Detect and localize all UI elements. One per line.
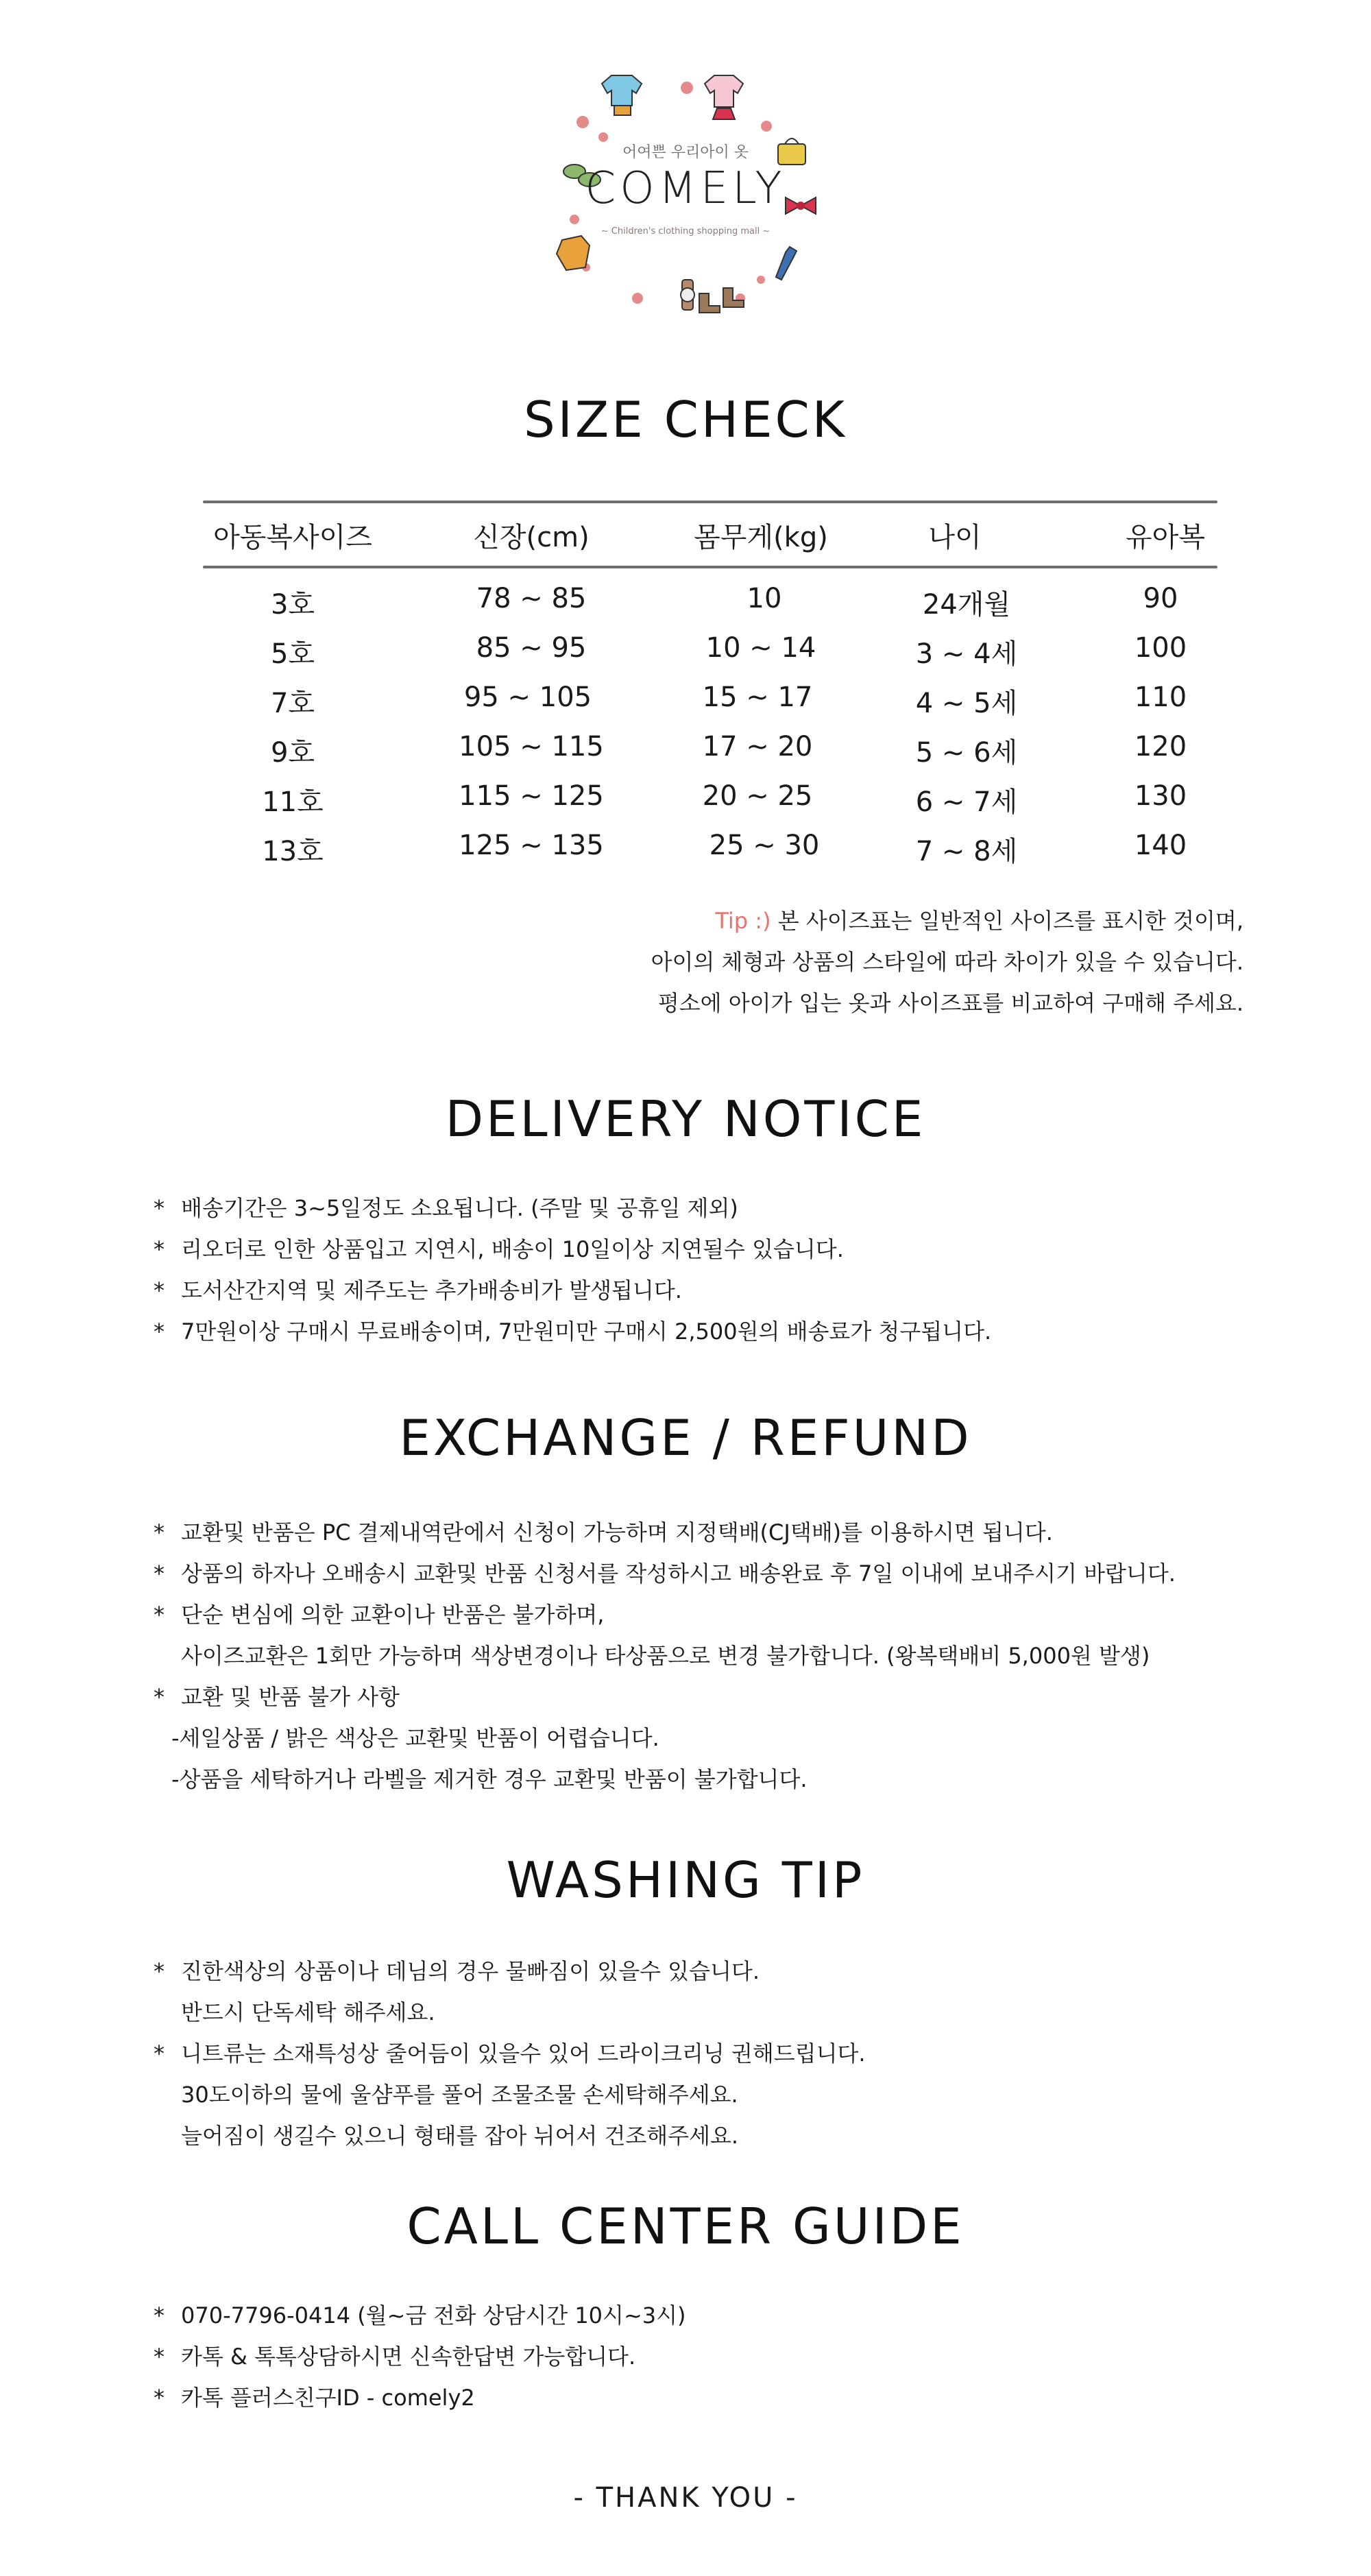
table-cell: 9호 [270, 737, 315, 769]
delivery-item: * 도서산간지역 및 제주도는 추가배송비가 발생됩니다. [154, 1277, 682, 1303]
table-cell: 5호 [270, 638, 315, 670]
table-header: 나이 [928, 522, 982, 553]
table-cell: 5 ~ 6세 [915, 737, 1018, 769]
table-cell: 140 [1134, 830, 1187, 861]
table-cell: 7호 [270, 688, 315, 719]
size-tip-line: 평소에 아이가 입는 옷과 사이즈표를 비교하여 구매해 주세요. [657, 990, 1243, 1016]
table-header: 신장(cm) [473, 522, 590, 553]
delivery-item: * 배송기간은 3~5일정도 소요됩니다. (주말 및 공휴일 제외) [154, 1195, 738, 1221]
logo-tagline: 어여쁜 우리아이 옷 [622, 144, 749, 161]
table-row [0, 731, 1371, 780]
thank-you-footer: - THANK YOU - [573, 2482, 798, 2514]
table-cell: 3호 [270, 589, 315, 621]
table-cell: 13호 [262, 836, 324, 867]
exchange-subitem: -상품을 세탁하거나 라벨을 제거한 경우 교환및 반품이 불가합니다. [171, 1766, 808, 1792]
table-cell: 11호 [262, 786, 324, 818]
table-cell: 115 ~ 125 [459, 780, 604, 812]
table-row [0, 830, 1371, 879]
washing-item: * 니트류는 소재특성상 줄어듬이 있을수 있어 드라이크리닝 권해드립니다. [154, 2041, 866, 2067]
table-cell: 25 ~ 30 [709, 830, 820, 861]
table-cell: 6 ~ 7세 [915, 786, 1018, 818]
table-cell: 17 ~ 20 [702, 731, 813, 762]
table-row [0, 682, 1371, 731]
table-cell: 110 [1134, 682, 1187, 713]
exchange-item-continued: 사이즈교환은 1회만 가능하며 색상변경이나 타상품으로 변경 불가합니다. (왕복택배비 5,000원 발생) [181, 1643, 1150, 1669]
exchange-title: EXCHANGE / REFUND [399, 1409, 972, 1467]
table-row [0, 632, 1371, 682]
delivery-title: DELIVERY NOTICE [445, 1090, 926, 1148]
table-cell: 4 ~ 5세 [915, 688, 1018, 719]
tie-icon [776, 247, 797, 280]
washing-item-continued: 반드시 단독세탁 해주세요. [181, 1999, 435, 2025]
table-cell: 100 [1134, 632, 1187, 664]
table-row [0, 780, 1371, 830]
table-cell: 125 ~ 135 [459, 830, 604, 861]
comely-logo [535, 62, 836, 336]
exchange-item: * 교환 및 반품 불가 사항 [154, 1684, 400, 1710]
delivery-item: * 7만원이상 구매시 무료배송이며, 7만원미만 구매시 2,500원의 배송료가 청구됩니다. [154, 1319, 992, 1345]
exchange-item: * 교환및 반품은 PC 결제내역란에서 신청이 가능하며 지정택배(CJ택배)를 이용하시면 됩니다. [154, 1519, 1053, 1545]
table-cell: 15 ~ 17 [702, 682, 813, 713]
size-check-title: SIZE CHECK [523, 391, 848, 448]
table-cell: 7 ~ 8세 [915, 836, 1018, 867]
call-center-item: * 카톡 & 톡톡상담하시면 신속한답변 가능합니다. [154, 2344, 636, 2370]
table-top-rule [203, 501, 1217, 503]
table-header-rule [203, 566, 1217, 568]
table-cell: 95 ~ 105 [463, 682, 592, 713]
table-cell: 10 ~ 14 [705, 632, 816, 664]
washing-item-continued: 30도이하의 물에 울샴푸를 풀어 조물조물 손세탁해주세요. [181, 2082, 738, 2108]
table-cell: 78 ~ 85 [476, 583, 587, 614]
table-header: 아동복사이즈 [213, 522, 372, 553]
exchange-item: * 상품의 하자나 오배송시 교환및 반품 신청서를 작성하시고 배송완료 후 7일 이내에 보내주시기 바랍니다. [154, 1561, 1176, 1587]
jacket-icon [557, 236, 590, 270]
table-cell: 24개월 [922, 589, 1011, 621]
logo-subtitle: ~ Children's clothing shopping mall ~ [600, 226, 771, 237]
table-cell: 3 ~ 4세 [915, 638, 1018, 670]
exchange-subitem: -세일상품 / 밝은 색상은 교환및 반품이 어렵습니다. [171, 1725, 659, 1751]
table-row [0, 583, 1371, 632]
table-cell: 10 [747, 583, 782, 614]
exchange-item: * 단순 변심에 의한 교환이나 반품은 불가하며, [154, 1602, 605, 1628]
table-cell: 130 [1134, 780, 1187, 812]
washing-item: * 진한색상의 상품이나 데님의 경우 물빠짐이 있을수 있습니다. [154, 1958, 760, 1984]
table-cell: 20 ~ 25 [702, 780, 813, 812]
blouse-icon [705, 75, 743, 119]
logo-wordmark: COMELY [585, 163, 786, 214]
table-cell: 105 ~ 115 [459, 731, 604, 762]
table-header: 몸무게(kg) [694, 522, 828, 553]
tip-text: 본 사이즈표는 일반적인 사이즈를 표시한 것이며, [777, 908, 1243, 934]
size-tip-line: 아이의 체형과 상품의 스타일에 따라 차이가 있을 수 있습니다. [651, 949, 1243, 975]
washing-title: WASHING TIP [506, 1851, 865, 1909]
watch-icon [681, 280, 694, 310]
table-cell: 85 ~ 95 [476, 632, 587, 664]
boots-icon [699, 288, 744, 313]
tip-label: Tip :) [715, 908, 771, 934]
sweater-icon [602, 75, 642, 115]
table-cell: 120 [1134, 731, 1187, 762]
delivery-item: * 리오더로 인한 상품입고 지연시, 배송이 10일이상 지연될수 있습니다. [154, 1236, 844, 1262]
washing-item-continued: 늘어짐이 생길수 있으니 형태를 잡아 뉘어서 건조해주세요. [181, 2123, 739, 2149]
call-center-item: * 카톡 플러스친구ID - comely2 [154, 2385, 475, 2411]
size-tip-line [715, 904, 1243, 935]
table-cell: 90 [1143, 583, 1178, 614]
call-center-item: * 070-7796-0414 (월~금 전화 상담시간 10시~3시) [154, 2302, 686, 2328]
call-center-title: CALL CENTER GUIDE [407, 2198, 964, 2255]
table-header: 유아복 [1126, 522, 1205, 553]
